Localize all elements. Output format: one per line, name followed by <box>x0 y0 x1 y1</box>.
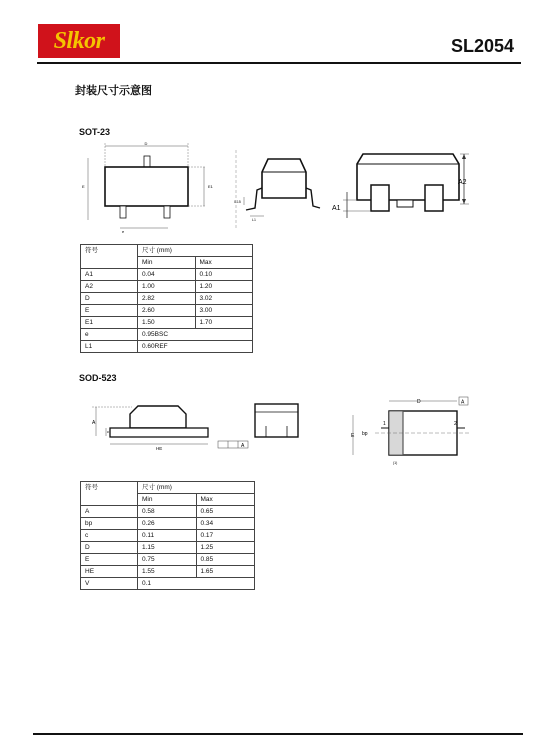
table-cell-max: 1.25 <box>196 542 255 554</box>
table-row <box>81 542 255 554</box>
table-header-dimension: 尺寸 (mm) <box>138 245 253 257</box>
table-cell-max: 0.10 <box>195 269 253 281</box>
table-cell-symbol: E1 <box>81 317 138 329</box>
table-cell-min: 0.26 <box>138 518 197 530</box>
sot23-label-a1-small: 0.15 <box>234 200 241 204</box>
sot23-label-a1: A1 <box>332 205 341 212</box>
table-cell-value: 0.1 <box>138 578 255 590</box>
sod523-label-d: D <box>417 399 421 405</box>
sod523-label-he: HE <box>156 446 163 451</box>
table-cell-min: 1.00 <box>138 281 196 293</box>
sod523-side-view <box>92 398 257 454</box>
sod523-label-pin-mark: (1) <box>393 461 398 465</box>
table-row <box>81 329 253 341</box>
sod523-label-bp: bp <box>362 431 368 437</box>
sot23-label-e1: E1 <box>208 184 213 189</box>
table-cell-value: 0.60REF <box>138 341 253 353</box>
table-header-max: Max <box>196 494 255 506</box>
sot23-side-view <box>232 150 332 230</box>
table-cell-symbol: D <box>81 293 138 305</box>
table-cell-max: 0.65 <box>196 506 255 518</box>
table-cell-symbol: D <box>81 542 138 554</box>
table-row <box>81 578 255 590</box>
logo-text: Slkor <box>53 27 105 54</box>
table-cell-min: 0.75 <box>138 554 197 566</box>
table-header-min: Min <box>138 257 196 269</box>
table-row <box>81 566 255 578</box>
sot23-label-d: D <box>144 141 148 146</box>
table-cell-symbol: E <box>81 554 138 566</box>
sot23-label-a2: A2 <box>458 179 467 186</box>
part-number: SL2054 <box>450 36 514 56</box>
section-title: 封装尺寸示意图 <box>75 85 152 97</box>
table-row <box>81 269 253 281</box>
table-cell-symbol: V <box>81 578 138 590</box>
sod523-title: SOD-523 <box>79 373 117 383</box>
table-row <box>81 281 253 293</box>
table-cell-symbol: HE <box>81 566 138 578</box>
sot23-dimension-table <box>80 244 253 353</box>
table-cell-value: 0.95BSC <box>138 329 253 341</box>
sot23-label-e: E <box>82 184 85 189</box>
table-row <box>81 317 253 329</box>
sod523-top-view <box>347 395 475 467</box>
sod523-label-e: E <box>351 433 355 439</box>
table-cell-min: 1.50 <box>138 317 196 329</box>
table-cell-max: 3.02 <box>195 293 253 305</box>
sod523-label-a: A <box>92 420 96 426</box>
sod523-label-pin1: 1 <box>383 421 386 427</box>
table-cell-max: 0.34 <box>196 518 255 530</box>
sot23-label-e-pitch: e <box>122 229 125 234</box>
table-cell-min: 0.04 <box>138 269 196 281</box>
table-cell-max: 0.17 <box>196 530 255 542</box>
table-cell-min: 2.82 <box>138 293 196 305</box>
table-cell-min: 0.11 <box>138 530 197 542</box>
table-row <box>81 305 253 317</box>
table-cell-max: 1.70 <box>195 317 253 329</box>
sod523-label-c: c <box>107 429 109 434</box>
table-cell-max: 1.20 <box>195 281 253 293</box>
table-row <box>81 341 253 353</box>
table-cell-symbol: bp <box>81 518 138 530</box>
table-cell-max: 1.65 <box>196 566 255 578</box>
table-cell-symbol: e <box>81 329 138 341</box>
table-header-dimension: 尺寸 (mm) <box>138 482 255 494</box>
table-row <box>81 554 255 566</box>
header-divider <box>37 62 521 64</box>
sod523-label-pin2: 2 <box>454 421 457 427</box>
sot23-title: SOT-23 <box>79 127 111 137</box>
sod523-label-top-datum: A <box>461 399 465 406</box>
table-cell-min: 0.58 <box>138 506 197 518</box>
table-cell-min: 1.15 <box>138 542 197 554</box>
table-cell-min: 1.55 <box>138 566 197 578</box>
table-cell-symbol: L1 <box>81 341 138 353</box>
table-cell-max: 3.00 <box>195 305 253 317</box>
sot23-end-view <box>333 148 478 220</box>
table-row <box>81 506 255 518</box>
table-row <box>81 530 255 542</box>
sot23-top-view <box>78 140 218 235</box>
sod523-dimension-table <box>80 481 255 590</box>
table-header-min: Min <box>138 494 197 506</box>
table-cell-symbol: A <box>81 506 138 518</box>
table-cell-symbol: c <box>81 530 138 542</box>
table-cell-symbol: A1 <box>81 269 138 281</box>
table-header-symbol: 符号 <box>81 482 138 506</box>
sot23-label-l1: L1 <box>252 218 256 222</box>
table-row <box>81 293 253 305</box>
table-row <box>81 518 255 530</box>
table-header-symbol: 符号 <box>81 245 138 269</box>
sod523-label-datum-a: A <box>241 443 245 449</box>
table-cell-max: 0.85 <box>196 554 255 566</box>
brand-logo <box>38 24 120 58</box>
table-cell-symbol: E <box>81 305 138 317</box>
table-cell-min: 2.60 <box>138 305 196 317</box>
table-cell-symbol: A2 <box>81 281 138 293</box>
table-header-max: Max <box>195 257 253 269</box>
sod523-end-view <box>252 402 302 442</box>
footer-divider <box>33 733 523 735</box>
